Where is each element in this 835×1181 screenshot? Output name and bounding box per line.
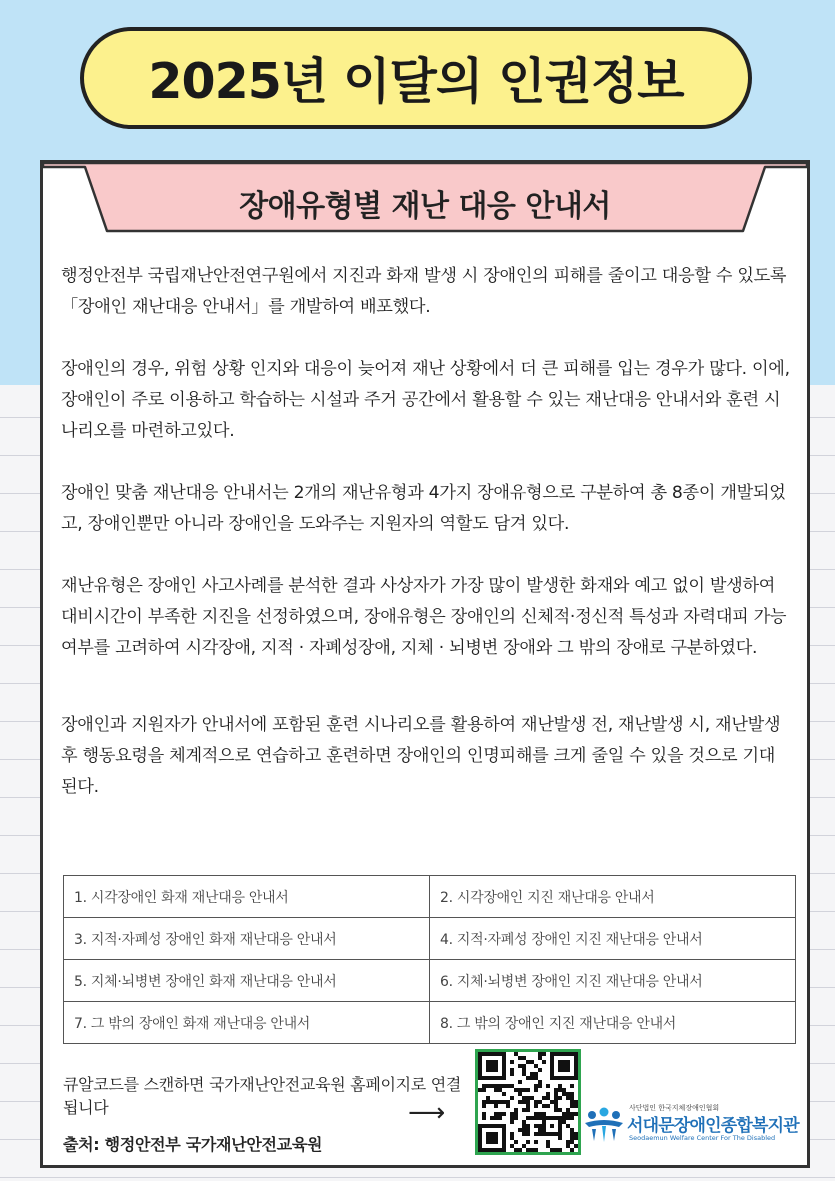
page-title: 2025년 이달의 인권정보 — [148, 53, 684, 110]
title-banner — [80, 27, 752, 129]
qr-instruction: 큐알코드를 스캔하면 국가재난안전교육원 홈페이지로 연결됩니다 — [63, 1075, 462, 1117]
logo-name: 서대문장애인종합복지관 — [627, 1116, 799, 1136]
guide-list-table — [63, 875, 796, 1044]
qr-code-image[interactable] — [475, 1049, 581, 1155]
table-row — [64, 960, 796, 1002]
guide-item: 4. 지적·자폐성 장애인 지진 재난대응 안내서 — [430, 918, 796, 960]
paragraph-1: 행정안전부 국립재난안전연구원에서 지진과 화재 발생 시 장애인의 피해를 줄이고 대응할 수 있도록 「장애인 재난대응 안내서」를 개발하여 배포했다. — [61, 266, 787, 317]
guide-item: 7. 그 밖의 장애인 화재 재난대응 안내서 — [64, 1002, 430, 1044]
guide-item: 3. 지적·자폐성 장애인 화재 재난대응 안내서 — [64, 918, 430, 960]
paragraph-5: 장애인과 지원자가 안내서에 포함된 훈련 시나리오를 활용하여 재난발생 전, 재난발생 시, 재난발생 후 행동요령을 체계적으로 연습하고 훈련하면 장애인의 인명피해를 크게 줄일 수 있을 것으로 기대된다. — [61, 715, 781, 797]
source-credit: 출처: 행정안전부 국가재난안전교육원 — [63, 1135, 323, 1154]
paragraph-4: 재난유형은 장애인 사고사례를 분석한 결과 사상자가 가장 많이 발생한 화재와 예고 없이 발생하여 대비시간이 부족한 지진을 선정하였으며, 장애유형은 장애인의 신체적·정신적 특성과 자력대피 가능 여부를 고려하여 시각장애, 지적 · 자폐성장애, 지체 · 뇌병변 장애와 그 밖의 장애로 구분하였다. — [61, 576, 787, 658]
arrow-right-icon: ⟶ — [408, 1098, 446, 1128]
guide-item: 2. 시각장애인 지진 재난대응 안내서 — [430, 876, 796, 918]
logo-english: Seodaemun Welfare Center For The Disabled — [629, 1134, 776, 1142]
content-card — [40, 160, 810, 1168]
paragraph-3: 장애인 맞춤 재난대응 안내서는 2개의 재난유형과 4가지 장애유형으로 구분하여 총 8종이 개발되었고, 장애인뿐만 아니라 장애인을 도와주는 지원자의 역할도 담겨 있다. — [61, 483, 786, 534]
guide-item: 5. 지체·뇌병변 장애인 화재 재난대응 안내서 — [64, 960, 430, 1002]
body-text — [61, 261, 791, 803]
subtitle: 장애유형별 재난 대응 안내서 — [239, 189, 611, 224]
guide-item: 8. 그 밖의 장애인 지진 재난대응 안내서 — [430, 1002, 796, 1044]
paragraph-2: 장애인의 경우, 위험 상황 인지와 대응이 늦어져 재난 상황에서 더 큰 피해를 입는 경우가 많다. 이에, 장애인이 주로 이용하고 학습하는 시설과 주거 공간에서 활용할 수 있는 재난대응 안내서와 훈련 시나리오를 마련하고있다. — [61, 359, 790, 441]
table-row — [64, 918, 796, 960]
logo-people-icon — [583, 1107, 625, 1143]
table-row — [64, 876, 796, 918]
logo-org-small: 사단법인 한국지체장애인협회 — [629, 1104, 720, 1112]
guide-item: 1. 시각장애인 화재 재난대응 안내서 — [64, 876, 430, 918]
qr-code-icon — [478, 1052, 578, 1152]
welfare-center-logo — [583, 1101, 798, 1151]
guide-item: 6. 지체·뇌병변 장애인 지진 재난대응 안내서 — [430, 960, 796, 1002]
table-row — [64, 1002, 796, 1044]
